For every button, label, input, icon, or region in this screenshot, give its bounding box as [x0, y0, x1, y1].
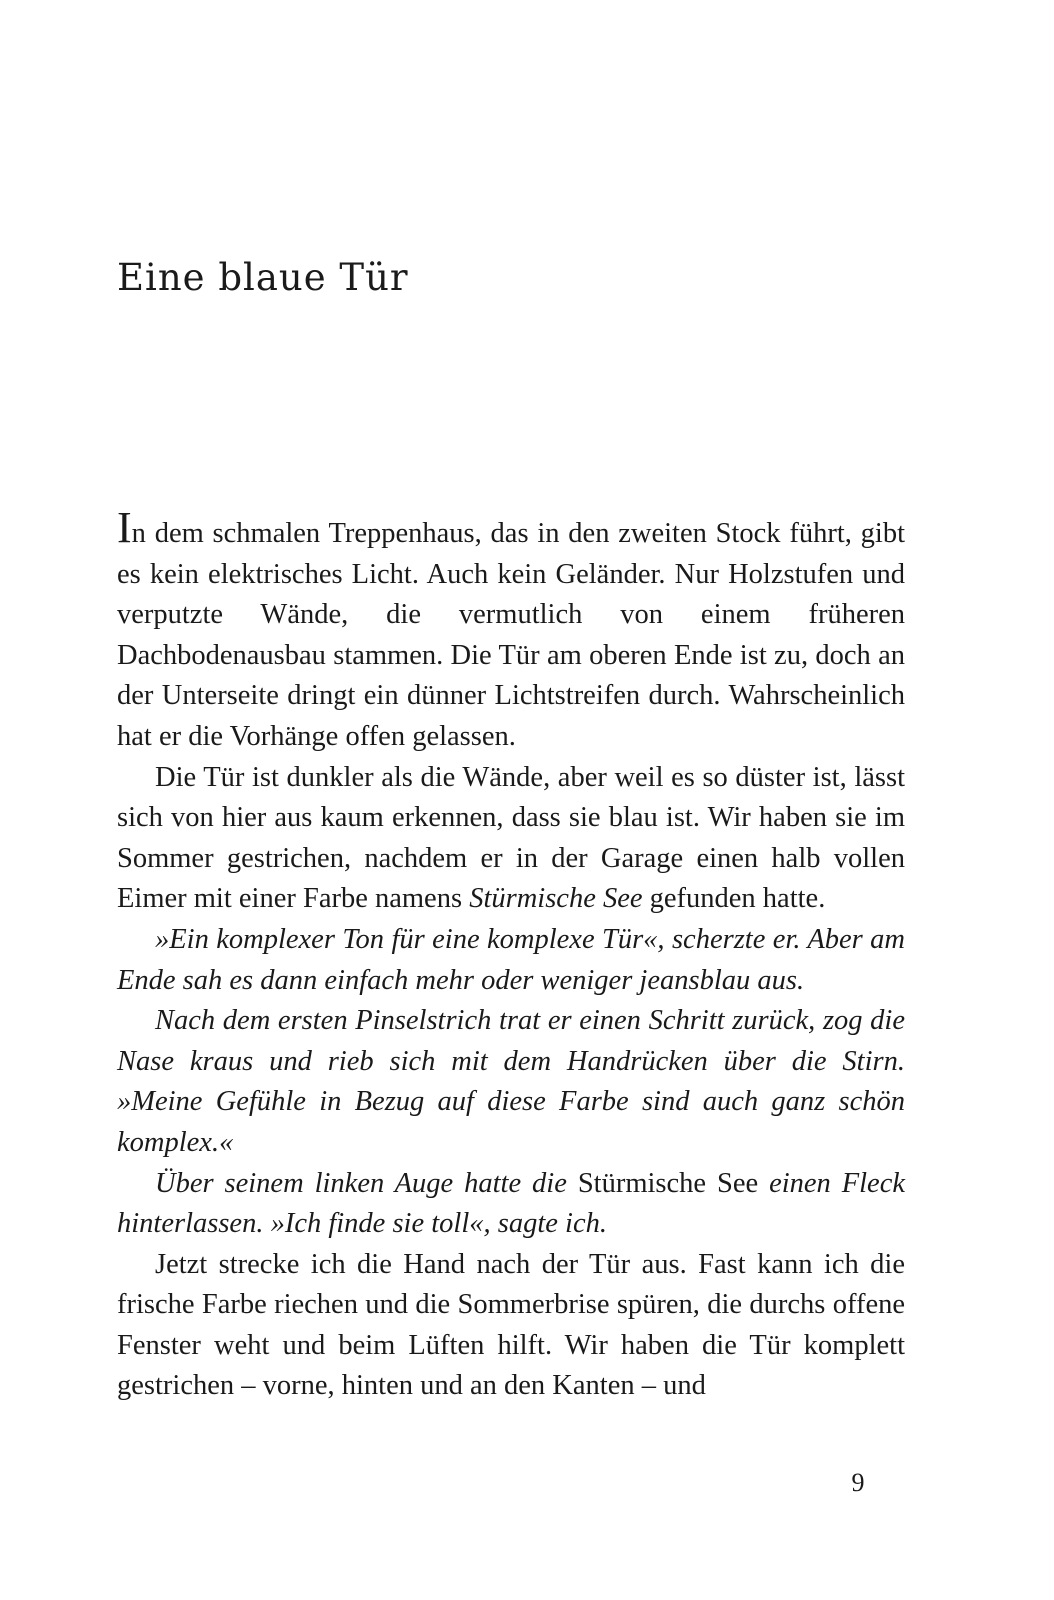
paragraph-text: gefunden hatte.: [642, 883, 826, 915]
paragraph-text: Die Tür ist dunkler als die Wände, aber weil es so düster ist, lässt sich von hier aus kaum erkennen, dass sie blau ist. Wir haben sie im Sommer gestrichen, nachdem er in der Garage einen halb vollen Eimer mit einer Farbe namens: [117, 761, 905, 915]
paragraph-4: Nach dem ersten Pinselstrich trat er einen Schritt zurück, zog die Nase kraus und rieb sich mit dem Handrücken über die Stirn. »Meine Gefühle in Bezug auf diese Farbe sind auch ganz schön komplex.«: [117, 1005, 905, 1158]
paragraph-5: [117, 1164, 905, 1245]
page-number: 9: [851, 1468, 865, 1497]
paragraph-3: »Ein komplexer Ton für eine komplexe Tür«, scherzte er. Aber am Ende sah es dann einfach mehr oder weniger jeansblau aus.: [117, 923, 905, 996]
paint-name-emphasis: Stürmische See: [469, 883, 643, 915]
paragraph-6: Jetzt strecke ich die Hand nach der Tür aus. Fast kann ich die frische Farbe riechen und die Sommerbrise spüren, die durchs offene Fenster weht und beim Lüften hilft. Wir haben die Tür komplett gestrichen – vorne, hinten und an den Kanten – und: [117, 1248, 905, 1402]
chapter-title: Eine blaue Tür: [117, 256, 409, 299]
drop-cap: I: [117, 503, 132, 552]
paragraph-text: n dem schmalen Treppenhaus, das in den zweiten Stock führt, gibt es kein elektrisches Licht. Auch kein Geländer. Nur Holzstufen und verputzte Wände, die vermutlich von einem früheren Dachbodenausbau stammen. Die Tür am oberen Ende ist zu, doch an der Unterseite dringt ein dünner Lichtstreifen durch. Wahrscheinlich hat er die Vorhänge offen gelassen.: [117, 518, 905, 752]
paint-name-emphasis: Stürmische See: [577, 1167, 759, 1199]
paragraph-text: Über seinem linken Auge hatte die: [155, 1167, 578, 1199]
paragraph-text: einen Fleck hinterlassen. »Ich finde sie toll«, sagte ich.: [117, 1167, 906, 1240]
paragraph-1: [117, 503, 905, 758]
chapter-body: [117, 503, 906, 1407]
paragraph-2: [117, 758, 905, 920]
